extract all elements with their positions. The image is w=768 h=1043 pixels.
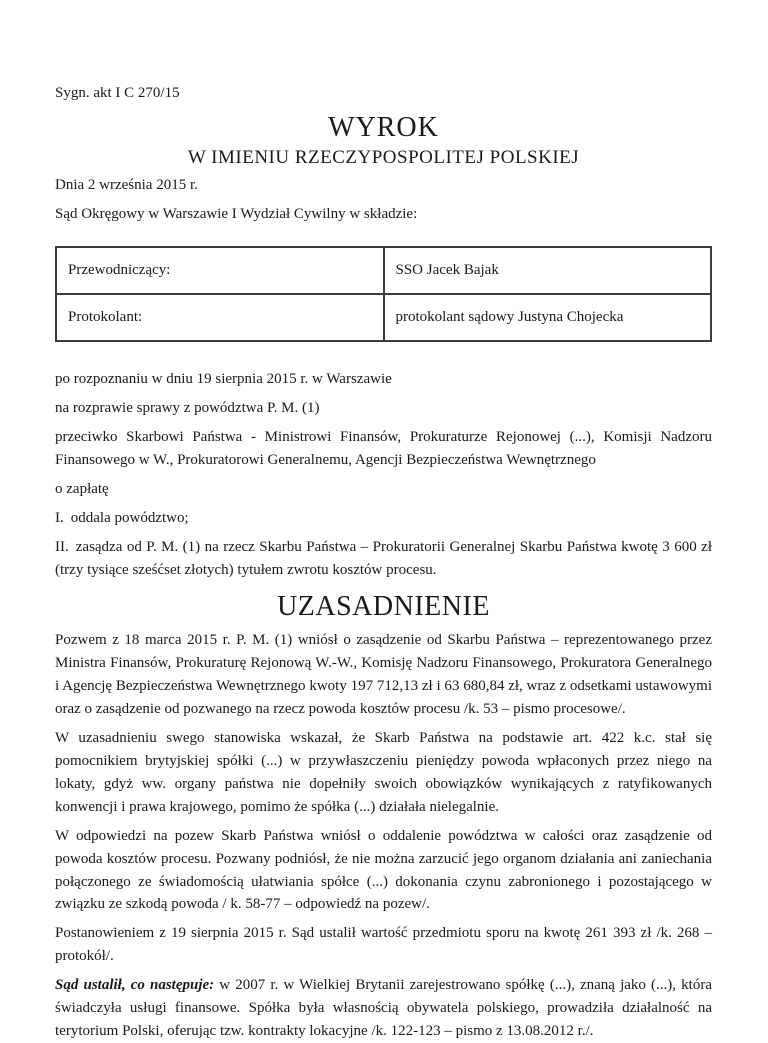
preamble-line: na rozprawie sprawy z powództwa P. M. (1) [55, 400, 320, 417]
ruling-item [55, 536, 712, 582]
ruling-marker: II. [55, 538, 69, 555]
justification-paragraph: Pozwem z 18 marca 2015 r. P. M. (1) wniósł o zasądzenie od Skarbu Państwa – reprezentowanego przez Ministra Finansów, Prokuraturę Rejonową W.-W., Komisję Nadzoru Finansowego, Prokuratora Generalnego i Agencję Bezpieczeństwa Wewnętrznego kwoty 197 712,13 zł i 63 680,84 zł, wraz z odsetkami ustawowymi oraz o zasądzenie od pozwanego na rzecz powoda kosztów procesu /k. 53 – pismo procesowe/. [55, 632, 712, 717]
ruling-item [55, 507, 712, 530]
justification-paragraph: W uzasadnieniu swego stanowiska wskazał, że Skarb Państwa na podstawie art. 422 k.c. stał się pomocnikiem brytyjskiej spółki (...) w przywłaszczeniu pieniędzy powoda wpłaconych przez niego na lokaty, gdyż ww. organy państwa nie dopełniły swoich obowiązków wynikających z ratyfikowanych konwencji i prawa krajowego, pomimo że spółka (...) działała nielegalnie. [55, 729, 712, 815]
role-label-cell: Protokolant: [56, 294, 384, 341]
role-value-cell: protokolant sądowy Justyna Chojecka [384, 294, 712, 341]
justification-paragraph: W odpowiedzi na pozew Skarb Państwa wniósł o oddalenie powództwa w całości oraz zasądzenie od powoda kosztów procesu. Pozwany podniósł, że nie można zarzucić jego organom działania ani zaniechania połączonego ze świadomością ułatwiania spółce (...) dokonania czynu zabronionego i pozostającego w związku ze szkodą powoda / k. 58-77 – odpowiedź na pozew/. [55, 827, 712, 913]
justification-paragraph: Postanowieniem z 19 sierpnia 2015 r. Sąd ustalił wartość przedmiotu sporu na kwotę 261 393 zł /k. 268 – protokół/. [55, 925, 712, 965]
table-row [56, 294, 711, 341]
table-row [56, 247, 711, 294]
court-composition-table [55, 246, 712, 342]
judgment-title: WYROK [328, 111, 439, 143]
role-label-cell: Przewodniczący: [56, 247, 384, 294]
preamble-line: po rozpoznaniu w dniu 19 sierpnia 2015 r. w Warszawie [55, 371, 392, 388]
preamble-line: o zapłatę [55, 480, 109, 497]
court-line: Sąd Okręgowy w Warszawie I Wydział Cywilny w składzie: [55, 206, 418, 223]
case-number: Sygn. akt I C 270/15 [55, 85, 180, 101]
date-line: Dnia 2 września 2015 r. [55, 177, 198, 194]
findings-text: w 2007 r. w Wielkiej Brytanii zarejestrowano spółkę (...), znaną jako (...), która świadczyła usługi finansowe. Spółka była własnością obywatela polskiego, prowadziła działalność na terytorium Polski, oferując tzw. kontrakty lokacyjne /k. 122-123 – pismo z 13.08.2012 r./. [55, 977, 712, 1040]
findings-lead: Sąd ustalił, co następuje: [55, 977, 215, 994]
ruling-text: zasądza od P. M. (1) na rzecz Skarbu Państwa – Prokuratorii Generalnej Skarbu Państwa kwotę 3 600 zł (trzy tysiące sześćset złotych) tytułem zwrotu kosztów procesu. [55, 538, 712, 578]
ruling-marker: I. [55, 509, 64, 526]
ruling-text: oddala powództwo; [70, 509, 189, 526]
preamble-line: przeciwko Skarbowi Państwa - Ministrowi Finansów, Prokuraturze Rejonowej (...), Komisji Nadzoru Finansowego w W., Prokuratorowi Generalnemu, Agencji Bezpieczeństwa Wewnętrznego [55, 428, 712, 468]
judgment-subtitle: W IMIENIU RZECZYPOSPOLITEJ POLSKIEJ [187, 146, 580, 168]
justification-heading: UZASADNIENIE [277, 590, 490, 622]
findings-paragraph [55, 974, 712, 1043]
role-value-cell: SSO Jacek Bajak [384, 247, 712, 294]
